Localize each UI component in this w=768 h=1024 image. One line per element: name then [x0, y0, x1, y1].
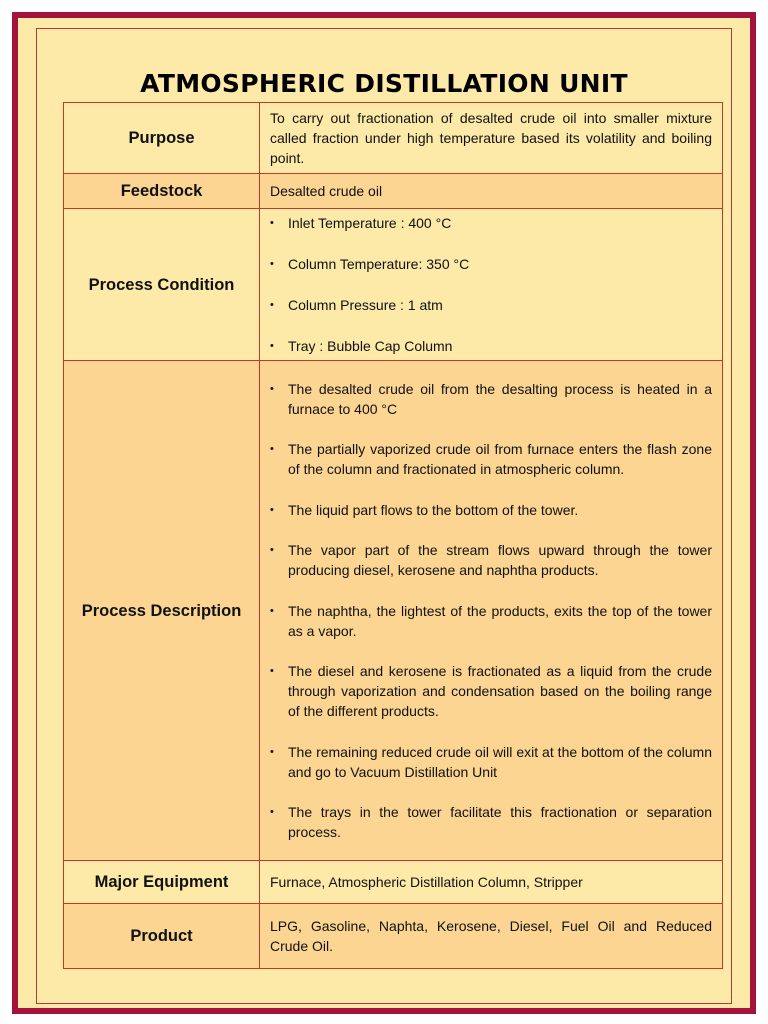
row-content: Furnace, Atmospheric Distillation Column, Stripper [260, 861, 723, 904]
description-list [270, 379, 712, 843]
list-item: • The liquid part flows to the bottom of the tower. [270, 500, 712, 520]
list-item: • Inlet Temperature : 400 °C [270, 213, 712, 233]
table-row-process-description [64, 361, 723, 861]
list-item: • The naphtha, the lightest of the products, exits the top of the tower as a vapor. [270, 601, 712, 641]
row-label: Major Equipment [64, 861, 260, 904]
row-content [260, 209, 723, 361]
table-row-process-condition [64, 209, 723, 361]
list-item: • Tray : Bubble Cap Column [270, 336, 712, 356]
row-label: Process Description [64, 361, 260, 861]
row-content: LPG, Gasoline, Naphta, Kerosene, Diesel, Fuel Oil and Reduced Crude Oil. [260, 904, 723, 969]
list-item: • The remaining reduced crude oil will exit at the bottom of the column and go to Vacuum Distillation Unit [270, 742, 712, 782]
row-content: Desalted crude oil [260, 174, 723, 209]
table-row-purpose [64, 103, 723, 174]
row-label: Process Condition [64, 209, 260, 361]
page-title: ATMOSPHERIC DISTILLATION UNIT [140, 69, 628, 98]
table-row-feedstock [64, 174, 723, 209]
row-label: Purpose [64, 103, 260, 174]
page-border [12, 12, 756, 1014]
list-item: • Column Temperature: 350 °C [270, 254, 712, 274]
info-table [63, 102, 723, 969]
inner-border [36, 28, 732, 1004]
list-item: • The trays in the tower facilitate this fractionation or separation process. [270, 802, 712, 842]
table-row-product [64, 904, 723, 969]
list-item: • Column Pressure : 1 atm [270, 295, 712, 315]
row-label: Feedstock [64, 174, 260, 209]
table-row-major-equipment [64, 861, 723, 904]
row-label: Product [64, 904, 260, 969]
row-content [260, 361, 723, 861]
list-item: • The vapor part of the stream flows upward through the tower producing diesel, kerosene and naphtha products. [270, 540, 712, 580]
condition-list [270, 213, 712, 356]
row-content: To carry out fractionation of desalted crude oil into smaller mixture called fraction under high temperature based its volatility and boiling point. [260, 103, 723, 174]
list-item: • The desalted crude oil from the desalting process is heated in a furnace to 400 °C [270, 379, 712, 419]
list-item: • The partially vaporized crude oil from furnace enters the flash zone of the column and fractionated in atmospheric column. [270, 439, 712, 479]
list-item: • The diesel and kerosene is fractionated as a liquid from the crude through vaporization and condensation based on the boiling range of the different products. [270, 661, 712, 721]
